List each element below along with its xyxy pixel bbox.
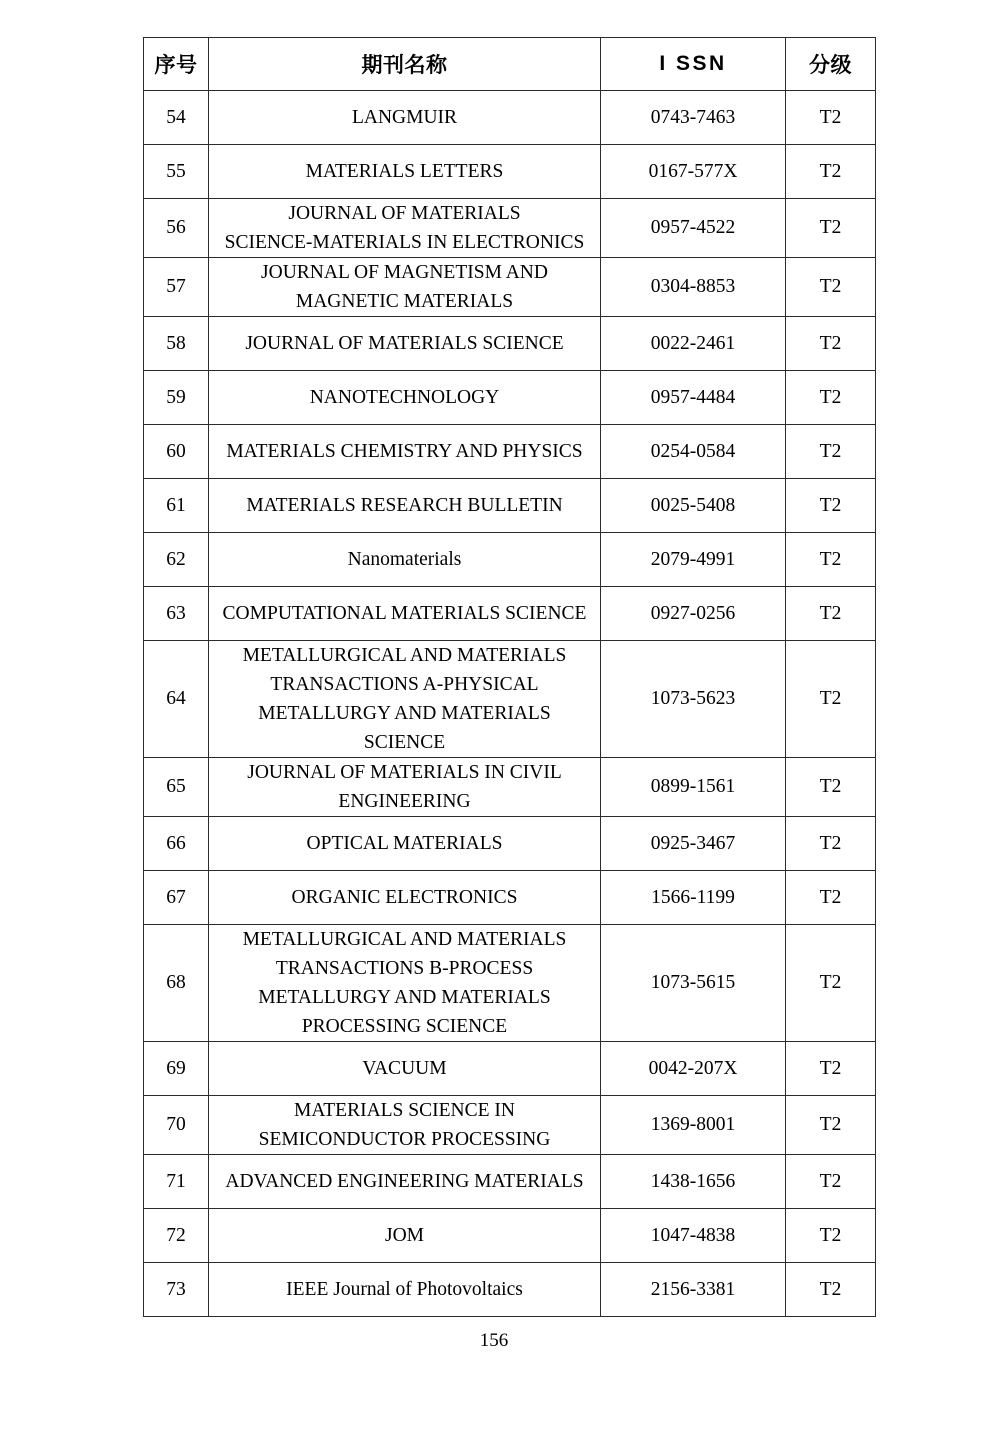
cell-grade: T2	[786, 1263, 876, 1317]
journal-name-line: OPTICAL MATERIALS	[306, 833, 503, 854]
cell-serial-number: 71	[144, 1155, 209, 1209]
cell-journal-name	[209, 317, 601, 371]
cell-issn: 0254-0584	[601, 425, 786, 479]
cell-journal-name	[209, 533, 601, 587]
cell-issn: 1047-4838	[601, 1209, 786, 1263]
cell-serial-number: 69	[144, 1042, 209, 1096]
journal-name-line: MATERIALS RESEARCH BULLETIN	[246, 495, 563, 516]
journal-name-line: METALLURGICAL AND MATERIALS	[242, 929, 567, 950]
cell-serial-number: 64	[144, 641, 209, 758]
cell-serial-number: 58	[144, 317, 209, 371]
table-row	[144, 533, 876, 587]
cell-serial-number: 55	[144, 145, 209, 199]
journal-name-line: SCIENCE-MATERIALS IN ELECTRONICS	[224, 232, 585, 253]
cell-issn: 1073-5623	[601, 641, 786, 758]
cell-grade: T2	[786, 199, 876, 258]
table-row	[144, 871, 876, 925]
cell-serial-number: 56	[144, 199, 209, 258]
cell-grade: T2	[786, 533, 876, 587]
table-row	[144, 641, 876, 758]
cell-journal-name	[209, 1263, 601, 1317]
table-header	[144, 38, 876, 91]
cell-issn: 2079-4991	[601, 533, 786, 587]
cell-issn: 0743-7463	[601, 91, 786, 145]
journal-name-line: ORGANIC ELECTRONICS	[291, 887, 518, 908]
cell-grade: T2	[786, 871, 876, 925]
table-row	[144, 199, 876, 258]
cell-issn: 0957-4484	[601, 371, 786, 425]
cell-grade: T2	[786, 317, 876, 371]
cell-serial-number: 68	[144, 925, 209, 1042]
cell-serial-number: 72	[144, 1209, 209, 1263]
cell-grade: T2	[786, 641, 876, 758]
cell-issn: 0304-8853	[601, 258, 786, 317]
journal-name-line: TRANSACTIONS A-PHYSICAL	[270, 674, 539, 695]
journal-name-line: SCIENCE	[363, 732, 446, 753]
table-row	[144, 1263, 876, 1317]
table-row	[144, 145, 876, 199]
cell-grade: T2	[786, 1042, 876, 1096]
journal-name-line: JOURNAL OF MATERIALS	[288, 203, 521, 224]
journal-name-line: VACUUM	[362, 1058, 447, 1079]
table-row	[144, 425, 876, 479]
cell-journal-name	[209, 425, 601, 479]
cell-grade: T2	[786, 817, 876, 871]
cell-grade: T2	[786, 371, 876, 425]
journal-name-line: ENGINEERING	[338, 791, 471, 812]
cell-serial-number: 67	[144, 871, 209, 925]
cell-issn: 2156-3381	[601, 1263, 786, 1317]
journal-name-line: MATERIALS SCIENCE IN	[293, 1100, 515, 1121]
table-row	[144, 758, 876, 817]
journal-list-table	[143, 37, 876, 1317]
journal-name-line: PROCESSING SCIENCE	[301, 1016, 508, 1037]
table-row	[144, 479, 876, 533]
column-header-grade: 分级	[786, 38, 876, 91]
journal-name-line: METALLURGY AND MATERIALS	[258, 987, 551, 1008]
cell-journal-name	[209, 1042, 601, 1096]
table-row	[144, 258, 876, 317]
cell-journal-name	[209, 641, 601, 758]
journal-name-line: MATERIALS CHEMISTRY AND PHYSICS	[226, 441, 583, 462]
cell-journal-name	[209, 145, 601, 199]
journal-name-line: METALLURGY AND MATERIALS	[258, 703, 551, 724]
journal-name-line: SEMICONDUCTOR PROCESSING	[258, 1129, 551, 1150]
cell-issn: 1369-8001	[601, 1096, 786, 1155]
cell-grade: T2	[786, 1209, 876, 1263]
journal-name-line: IEEE Journal of Photovoltaics	[286, 1279, 523, 1300]
cell-journal-name	[209, 817, 601, 871]
cell-journal-name	[209, 258, 601, 317]
cell-issn: 0899-1561	[601, 758, 786, 817]
cell-issn: 0042-207X	[601, 1042, 786, 1096]
journal-name-line: METALLURGICAL AND MATERIALS	[242, 645, 567, 666]
table-row	[144, 587, 876, 641]
cell-serial-number: 63	[144, 587, 209, 641]
cell-issn: 0167-577X	[601, 145, 786, 199]
cell-journal-name	[209, 871, 601, 925]
cell-issn: 1073-5615	[601, 925, 786, 1042]
cell-serial-number: 62	[144, 533, 209, 587]
journal-name-line: MAGNETIC MATERIALS	[295, 291, 514, 312]
journal-name-line: COMPUTATIONAL MATERIALS SCIENCE	[222, 603, 587, 624]
table-row	[144, 1155, 876, 1209]
cell-grade: T2	[786, 758, 876, 817]
journal-name-line: LANGMUIR	[351, 107, 458, 128]
cell-grade: T2	[786, 91, 876, 145]
cell-serial-number: 65	[144, 758, 209, 817]
cell-grade: T2	[786, 925, 876, 1042]
cell-journal-name	[209, 479, 601, 533]
table-row	[144, 925, 876, 1042]
cell-journal-name	[209, 199, 601, 258]
cell-grade: T2	[786, 145, 876, 199]
cell-issn: 1438-1656	[601, 1155, 786, 1209]
column-header-journal-name: 期刊名称	[209, 38, 601, 91]
table-body	[144, 91, 876, 1317]
table-row	[144, 371, 876, 425]
cell-grade: T2	[786, 1096, 876, 1155]
cell-serial-number: 59	[144, 371, 209, 425]
table-row	[144, 91, 876, 145]
cell-serial-number: 60	[144, 425, 209, 479]
cell-journal-name	[209, 91, 601, 145]
cell-serial-number: 54	[144, 91, 209, 145]
cell-issn: 0925-3467	[601, 817, 786, 871]
cell-grade: T2	[786, 587, 876, 641]
cell-issn: 0957-4522	[601, 199, 786, 258]
table-row	[144, 1209, 876, 1263]
journal-name-line: JOURNAL OF MATERIALS SCIENCE	[245, 333, 564, 354]
cell-journal-name	[209, 1155, 601, 1209]
journal-name-line: ADVANCED ENGINEERING MATERIALS	[225, 1171, 584, 1192]
journal-name-line: Nanomaterials	[347, 549, 462, 570]
journal-name-line: MATERIALS LETTERS	[305, 161, 504, 182]
cell-serial-number: 70	[144, 1096, 209, 1155]
cell-grade: T2	[786, 425, 876, 479]
journal-name-line: JOURNAL OF MAGNETISM AND	[261, 262, 548, 283]
cell-journal-name	[209, 371, 601, 425]
cell-issn: 1566-1199	[601, 871, 786, 925]
cell-issn: 0025-5408	[601, 479, 786, 533]
journal-name-line: JOURNAL OF MATERIALS IN CIVIL	[247, 762, 562, 783]
cell-journal-name	[209, 758, 601, 817]
cell-issn: 0927-0256	[601, 587, 786, 641]
table-row	[144, 317, 876, 371]
journal-name-line: JOM	[384, 1225, 424, 1246]
cell-journal-name	[209, 587, 601, 641]
cell-serial-number: 66	[144, 817, 209, 871]
table-row	[144, 1096, 876, 1155]
cell-journal-name	[209, 1096, 601, 1155]
table-header-row	[144, 38, 876, 91]
journal-name-line: TRANSACTIONS B-PROCESS	[275, 958, 534, 979]
journal-name-line: NANOTECHNOLOGY	[309, 387, 500, 408]
column-header-issn: I SSN	[601, 38, 786, 91]
cell-serial-number: 57	[144, 258, 209, 317]
cell-journal-name	[209, 1209, 601, 1263]
cell-issn: 0022-2461	[601, 317, 786, 371]
page-number: 156	[479, 1330, 509, 1351]
cell-serial-number: 61	[144, 479, 209, 533]
table-row	[144, 817, 876, 871]
cell-journal-name	[209, 925, 601, 1042]
cell-grade: T2	[786, 1155, 876, 1209]
column-header-serial-number: 序号	[144, 38, 209, 91]
cell-grade: T2	[786, 479, 876, 533]
table-row	[144, 1042, 876, 1096]
cell-grade: T2	[786, 258, 876, 317]
cell-serial-number: 73	[144, 1263, 209, 1317]
